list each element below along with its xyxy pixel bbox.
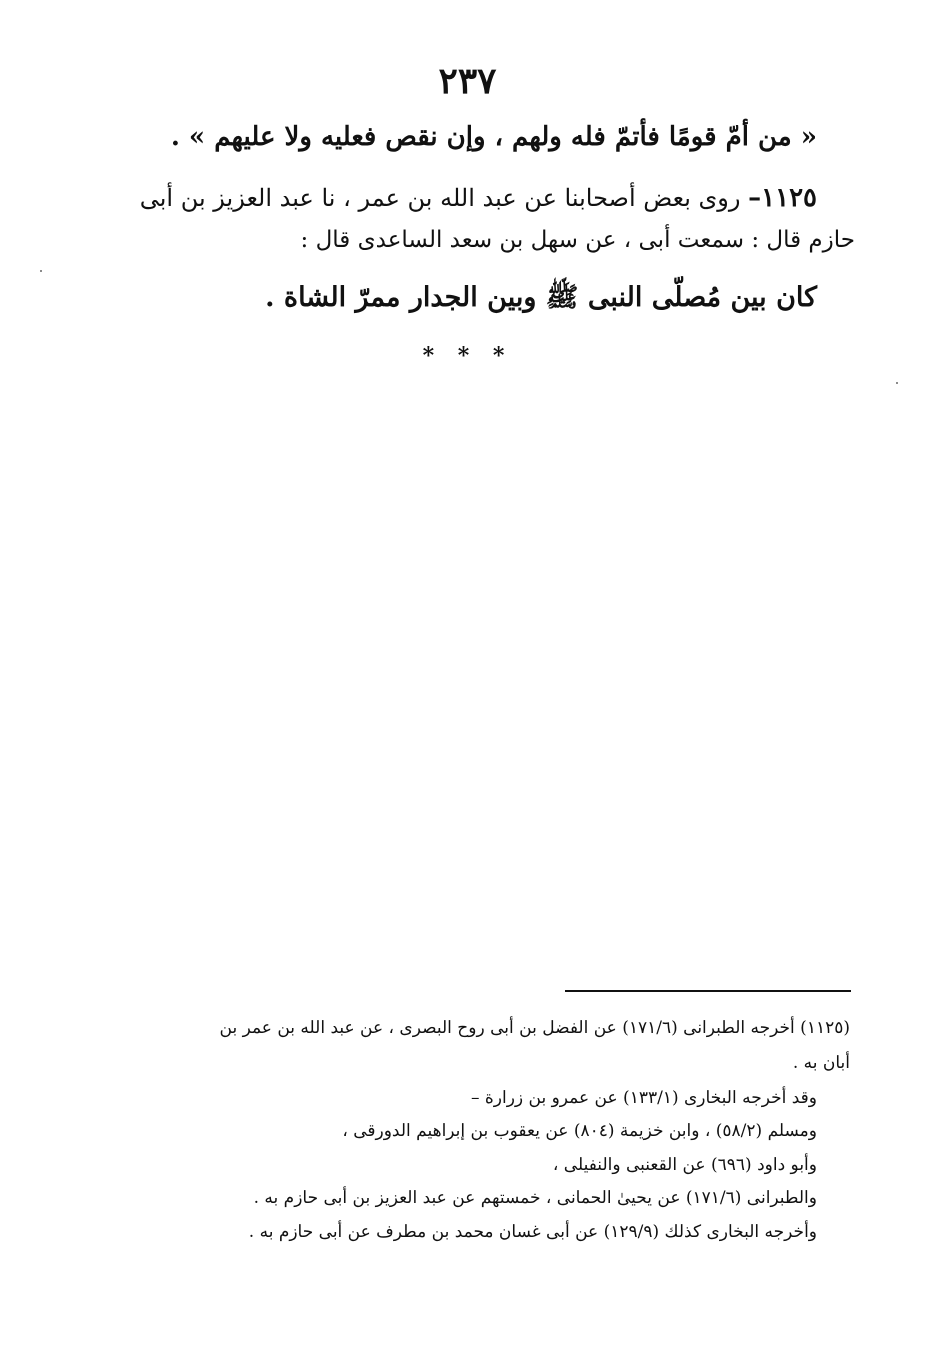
hadith-text: كان بين مُصلّى النبى ﷺ وبين الجدار ممرّ الشاة . — [265, 282, 817, 313]
page-number: ٢٣٧ — [438, 60, 497, 102]
footnote-divider — [565, 990, 851, 992]
scan-speck — [896, 382, 898, 384]
footnote-line: وأخرجه البخارى كذلك (١٢٩/٩) عن أبى غسان محمد بن مطرف عن أبى حازم به . — [248, 1222, 817, 1242]
footnote-line: وأبو داود (٦٩٦) عن القعنبى والنفيلى ، — [552, 1155, 817, 1175]
hadith-chain-text: روى بعض أصحابنا عن عبد الله بن عمر ، نا عبد العزيز بن أبى — [139, 184, 741, 212]
hadith-intro-line — [140, 183, 817, 213]
section-separator: * * * — [422, 343, 513, 369]
footnote-line: أبان به . — [792, 1053, 850, 1073]
footnote-line: (١١٢٥) أخرجه الطبرانى (١٧١/٦) عن الفضل بن أبى روح البصرى ، عن عبد الله بن عمر بن — [219, 1018, 850, 1038]
scan-speck — [40, 270, 42, 272]
footnote-line: ومسلم (٥٨/٢) ، وابن خزيمة (٨٠٤) عن يعقوب بن إبراهيم الدورقى ، — [342, 1121, 817, 1141]
hadith-number: ١١٢٥– — [748, 183, 817, 213]
quoted-saying: « من أمّ قومًا فأتمّ فله ولهم ، وإن نقص فعليه ولا عليهم » . — [170, 122, 817, 152]
hadith-chain-continuation: حازم قال : سمعت أبى ، عن سهل بن سعد الساعدى قال : — [300, 227, 855, 253]
footnote-line: والطبرانى (١٧١/٦) عن يحيىٰ الحمانى ، خمستهم عن عبد العزيز بن أبى حازم به . — [253, 1188, 817, 1208]
footnote-line: وقد أخرجه البخارى (١٣٣/١) عن عمرو بن زرارة – — [470, 1088, 817, 1108]
